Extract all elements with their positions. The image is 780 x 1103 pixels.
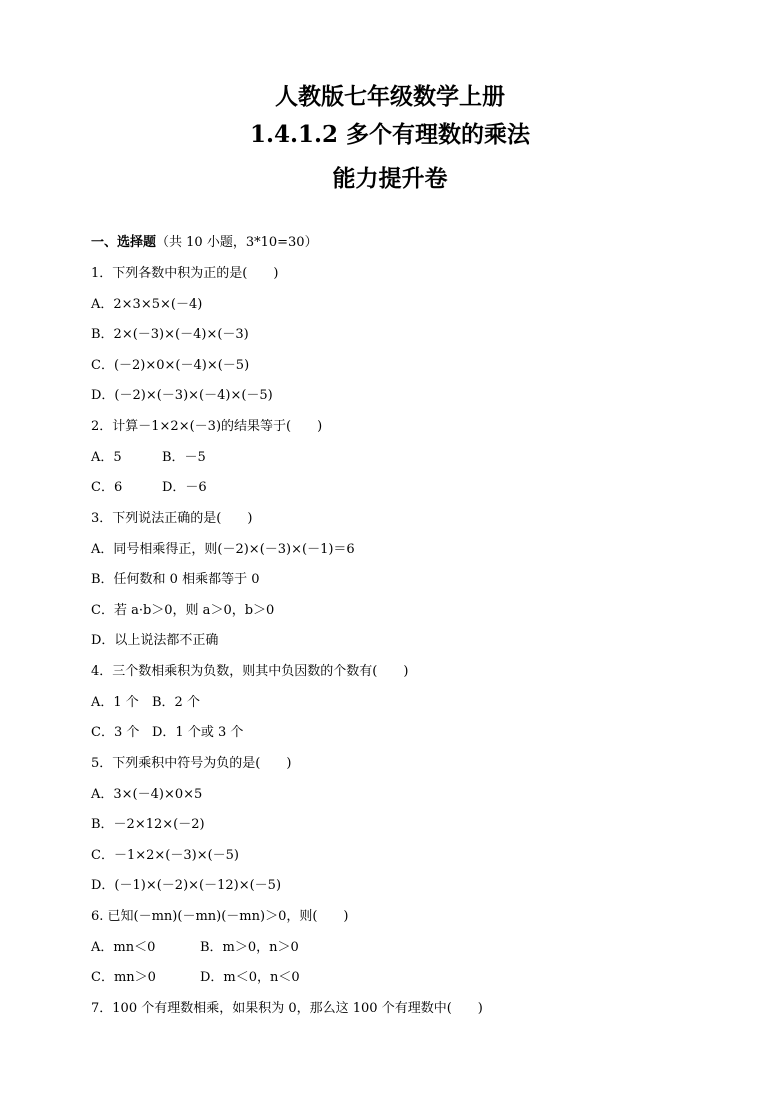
document-title: 人教版七年级数学上册	[275, 83, 505, 110]
question-4-option-d: D．1 个或 3 个	[152, 725, 244, 740]
question-5-option-d: D．(－1)×(－2)×(－12)×(－5)	[91, 878, 282, 893]
question-5-option-a: A．3×(－4)×0×5	[91, 787, 203, 802]
question-2-stem: 2．计算－1×2×(－3)的结果等于( )	[91, 419, 323, 434]
question-5-stem: 5．下列乘积中符号为负的是( )	[91, 756, 292, 771]
question-3-stem: 3．下列说法正确的是( )	[91, 511, 253, 526]
question-6-stem: 6. 已知(－mn)(－mn)(－mn)＞0，则( )	[91, 909, 349, 924]
lesson-title: 1.4.1.2 多个有理数的乘法	[249, 121, 531, 148]
question-5-option-c: C．－1×2×(－3)×(－5)	[91, 848, 239, 863]
question-3-option-a: A．同号相乘得正，则(－2)×(－3)×(－1)＝6	[91, 542, 355, 557]
question-2-option-c: C．6	[91, 480, 123, 495]
question-4-option-c: C．3 个	[91, 725, 140, 740]
question-5-option-b: B．－2×12×(－2)	[91, 817, 205, 832]
question-1-stem: 1．下列各数中积为正的是( )	[91, 266, 279, 281]
question-6-option-b: B．m＞0，n＞0	[200, 940, 299, 955]
question-2-option-b: B．－5	[162, 450, 206, 465]
question-2-option-a: A．5	[91, 450, 122, 465]
question-3-option-c: C．若 a·b＞0，则 a＞0，b＞0	[91, 603, 275, 618]
question-1-option-b: B．2×(－3)×(－4)×(－3)	[91, 327, 249, 342]
question-1-option-a: A．2×3×5×(－4)	[91, 297, 203, 312]
question-1-option-c: C．(－2)×0×(－4)×(－5)	[91, 358, 250, 373]
question-4-option-a: A．1 个	[91, 695, 139, 710]
question-2-option-d: D．－6	[162, 480, 207, 495]
section-title: 一、选择题	[91, 235, 157, 250]
question-6-option-a: A．mn＜0	[91, 940, 156, 955]
question-3-option-d: D．以上说法都不正确	[91, 633, 219, 648]
question-3-option-b: B．任何数和 0 相乘都等于 0	[91, 572, 260, 587]
question-6-option-c: C．mn＞0	[91, 970, 156, 985]
section-note: （共 10 小题，3*10=30）	[156, 235, 318, 250]
question-4-option-b: B．2 个	[152, 695, 200, 710]
section-heading	[91, 234, 318, 252]
worksheet-subtitle: 能力提升卷	[332, 165, 448, 192]
question-6-option-d: D．m＜0，n＜0	[200, 970, 300, 985]
question-4-stem: 4．三个数相乘积为负数，则其中负因数的个数有( )	[91, 664, 409, 679]
question-7-stem: 7．100 个有理数相乘，如果积为 0，那么这 100 个有理数中( )	[91, 1001, 483, 1016]
question-1-option-d: D．(－2)×(－3)×(－4)×(－5)	[91, 388, 273, 403]
